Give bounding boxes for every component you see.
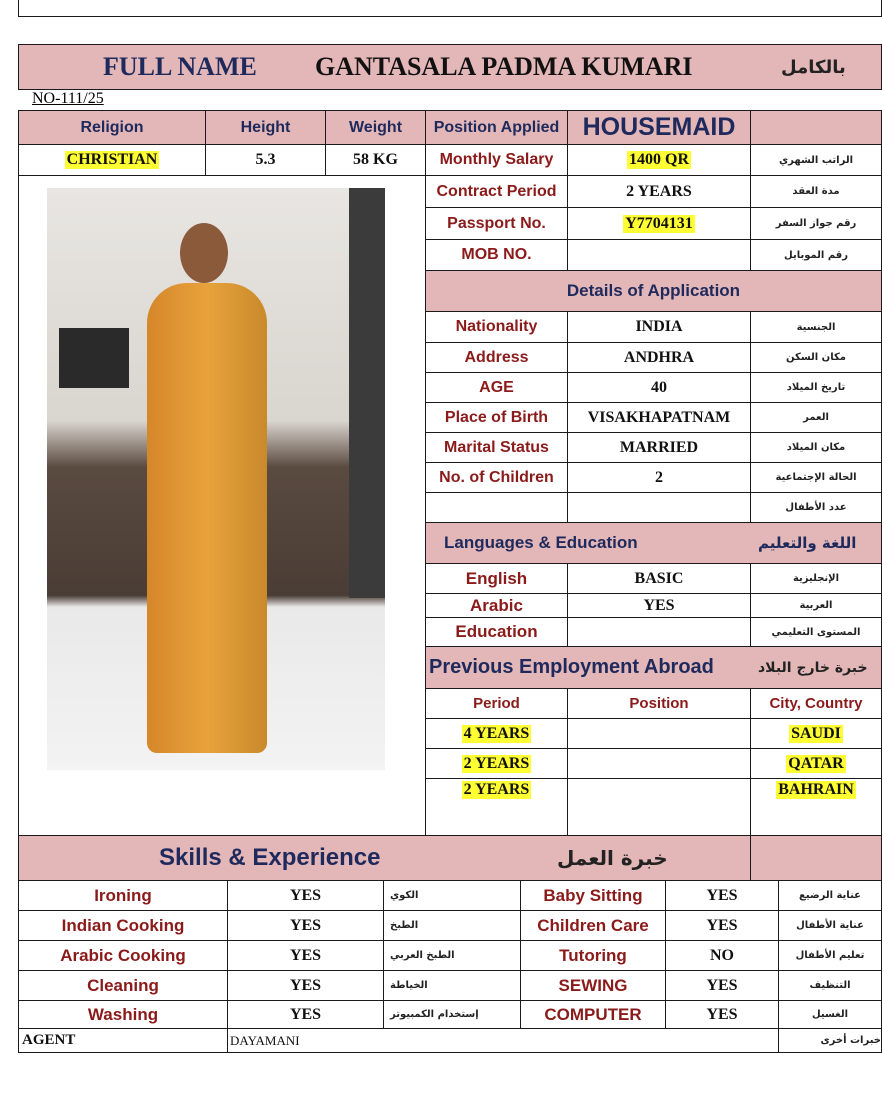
languages-title: Languages & Education <box>444 533 638 552</box>
skill-arabic: الكوي <box>383 880 521 911</box>
religion-value-cell <box>18 144 206 176</box>
monthly-salary-value: 1400 QR <box>629 151 689 168</box>
details-header: Details of Application <box>425 270 882 312</box>
children-arabic: الحالة الإجتماعية <box>750 462 882 493</box>
full-name-arabic: بالكامل <box>781 56 846 78</box>
age-arabic: تاريخ الميلاد <box>750 372 882 403</box>
reference-number: NO-111/25 <box>32 90 104 107</box>
skills-title-arabic: خبرة العمل <box>557 846 668 870</box>
english-value: BASIC <box>567 563 751 594</box>
full-name-value: GANTASALA PADMA KUMARI <box>315 52 693 81</box>
skill-value: NO <box>665 940 779 971</box>
education-value <box>567 617 751 647</box>
address-arabic: مكان السكن <box>750 342 882 373</box>
employment-title-arabic: خبرة خارج البلاد <box>758 659 868 676</box>
skill-label: Tutoring <box>520 940 666 971</box>
skills-title: Skills & Experience <box>159 844 381 871</box>
arabic-label: Arabic <box>425 593 568 618</box>
skill-arabic: التنظيف <box>778 970 882 1001</box>
skill-value: YES <box>227 940 384 971</box>
skill-arabic: عناية الرضيع <box>778 880 882 911</box>
weight-value: 58 KG <box>325 144 426 176</box>
skill-arabic: الغسيل <box>778 1000 882 1029</box>
passport-arabic: رقم جواز السفر <box>750 207 882 240</box>
employment-title: Previous Employment Abroad <box>429 656 714 678</box>
address-label: Address <box>425 342 568 373</box>
arabic-arabic: العربية <box>750 593 882 618</box>
monthly-salary-arabic: الراتب الشهري <box>750 144 882 176</box>
skill-arabic: تعليم الأطفال <box>778 940 882 971</box>
marital-status-arabic: مكان الميلاد <box>750 432 882 463</box>
position-applied-label: Position Applied <box>425 110 568 145</box>
skills-header <box>18 835 751 881</box>
english-arabic: الإنجليزية <box>750 563 882 594</box>
extra-value <box>567 492 751 523</box>
marital-status-label: Marital Status <box>425 432 568 463</box>
skill-label: Baby Sitting <box>520 880 666 911</box>
photo-door <box>349 188 385 598</box>
height-value: 5.3 <box>205 144 326 176</box>
contract-period-arabic: مدة العقد <box>750 175 882 208</box>
country-column-header: City, Country <box>750 688 882 719</box>
english-label: English <box>425 563 568 594</box>
skill-value: YES <box>227 1000 384 1029</box>
employment-country-cell <box>750 748 882 779</box>
mobile-label: MOB NO. <box>425 239 568 271</box>
skill-label: Indian Cooking <box>18 910 228 941</box>
skills-header-blank <box>750 835 882 881</box>
contract-period-label: Contract Period <box>425 175 568 208</box>
languages-title-arabic: اللغة والتعليم <box>758 534 857 552</box>
skill-label: Children Care <box>520 910 666 941</box>
employment-period-cell <box>425 778 568 836</box>
name-row <box>18 44 882 90</box>
place-of-birth-value: VISAKHAPATNAM <box>567 402 751 433</box>
nationality-label: Nationality <box>425 311 568 343</box>
skill-arabic: عناية الأطفال <box>778 910 882 941</box>
employment-period: 2 YEARS <box>463 754 530 772</box>
employment-period-cell <box>425 748 568 779</box>
passport-cell <box>567 207 751 240</box>
religion-value: CHRISTIAN <box>66 151 158 168</box>
employment-period: 4 YEARS <box>463 724 530 742</box>
mobile-arabic: رقم الموبايل <box>750 239 882 271</box>
top-empty-box <box>18 0 882 17</box>
monthly-salary-label: Monthly Salary <box>425 144 568 176</box>
photo-frame <box>18 175 426 836</box>
skill-label: Arabic Cooking <box>18 940 228 971</box>
employment-country-cell <box>750 718 882 749</box>
age-value: 40 <box>567 372 751 403</box>
skill-value: YES <box>665 880 779 911</box>
employment-country-cell <box>750 778 882 836</box>
monthly-salary-cell <box>567 144 751 176</box>
other-experience-arabic: خبرات أخرى <box>778 1028 882 1053</box>
skill-label: Ironing <box>18 880 228 911</box>
applicant-photo <box>47 188 385 770</box>
skill-value: YES <box>665 910 779 941</box>
arabic-value: YES <box>567 593 751 618</box>
skill-value: YES <box>227 880 384 911</box>
age-label: AGE <box>425 372 568 403</box>
education-label: Education <box>425 617 568 647</box>
position-arabic-cell <box>750 110 882 145</box>
extra-label <box>425 492 568 523</box>
position-applied-value: HOUSEMAID <box>567 110 751 145</box>
skill-value: YES <box>227 970 384 1001</box>
employment-period: 2 YEARS <box>463 781 530 798</box>
employment-header <box>425 646 882 689</box>
period-column-header: Period <box>425 688 568 719</box>
photo-head <box>180 223 228 283</box>
employment-period-cell <box>425 718 568 749</box>
agent-label: AGENT <box>18 1028 228 1053</box>
skill-arabic: الطبخ <box>383 910 521 941</box>
skill-arabic: إستخدام الكمبيوتر <box>383 1000 521 1029</box>
skill-value: YES <box>665 1000 779 1029</box>
skill-label: Washing <box>18 1000 228 1029</box>
religion-header: Religion <box>18 110 206 145</box>
passport-label: Passport No. <box>425 207 568 240</box>
extra-arabic: عدد الأطفال <box>750 492 882 523</box>
nationality-value: INDIA <box>567 311 751 343</box>
skill-label: COMPUTER <box>520 1000 666 1029</box>
employment-country: BAHRAIN <box>778 781 854 798</box>
skill-arabic: الطبخ العربي <box>383 940 521 971</box>
skill-value: YES <box>227 910 384 941</box>
agent-value: DAYAMANI <box>227 1028 779 1053</box>
photo-tv <box>59 328 129 388</box>
mobile-value <box>567 239 751 271</box>
height-header: Height <box>205 110 326 145</box>
skill-value: YES <box>665 970 779 1001</box>
employment-position <box>567 778 751 836</box>
languages-header <box>425 522 882 564</box>
marital-status-value: MARRIED <box>567 432 751 463</box>
employment-position <box>567 718 751 749</box>
place-of-birth-label: Place of Birth <box>425 402 568 433</box>
nationality-arabic: الجنسية <box>750 311 882 343</box>
photo-saree <box>147 283 267 753</box>
children-value: 2 <box>567 462 751 493</box>
weight-header: Weight <box>325 110 426 145</box>
full-name-label: FULL NAME <box>103 52 257 81</box>
employment-country: SAUDI <box>791 724 841 742</box>
education-arabic: المستوى التعليمي <box>750 617 882 647</box>
place-of-birth-arabic: العمر <box>750 402 882 433</box>
skill-arabic: الخياطة <box>383 970 521 1001</box>
skill-label: Cleaning <box>18 970 228 1001</box>
employment-country: QATAR <box>788 754 844 772</box>
children-label: No. of Children <box>425 462 568 493</box>
position-column-header: Position <box>567 688 751 719</box>
address-value: ANDHRA <box>567 342 751 373</box>
passport-value: Y7704131 <box>625 214 693 232</box>
employment-position <box>567 748 751 779</box>
skill-label: SEWING <box>520 970 666 1001</box>
contract-period-value: 2 YEARS <box>567 175 751 208</box>
